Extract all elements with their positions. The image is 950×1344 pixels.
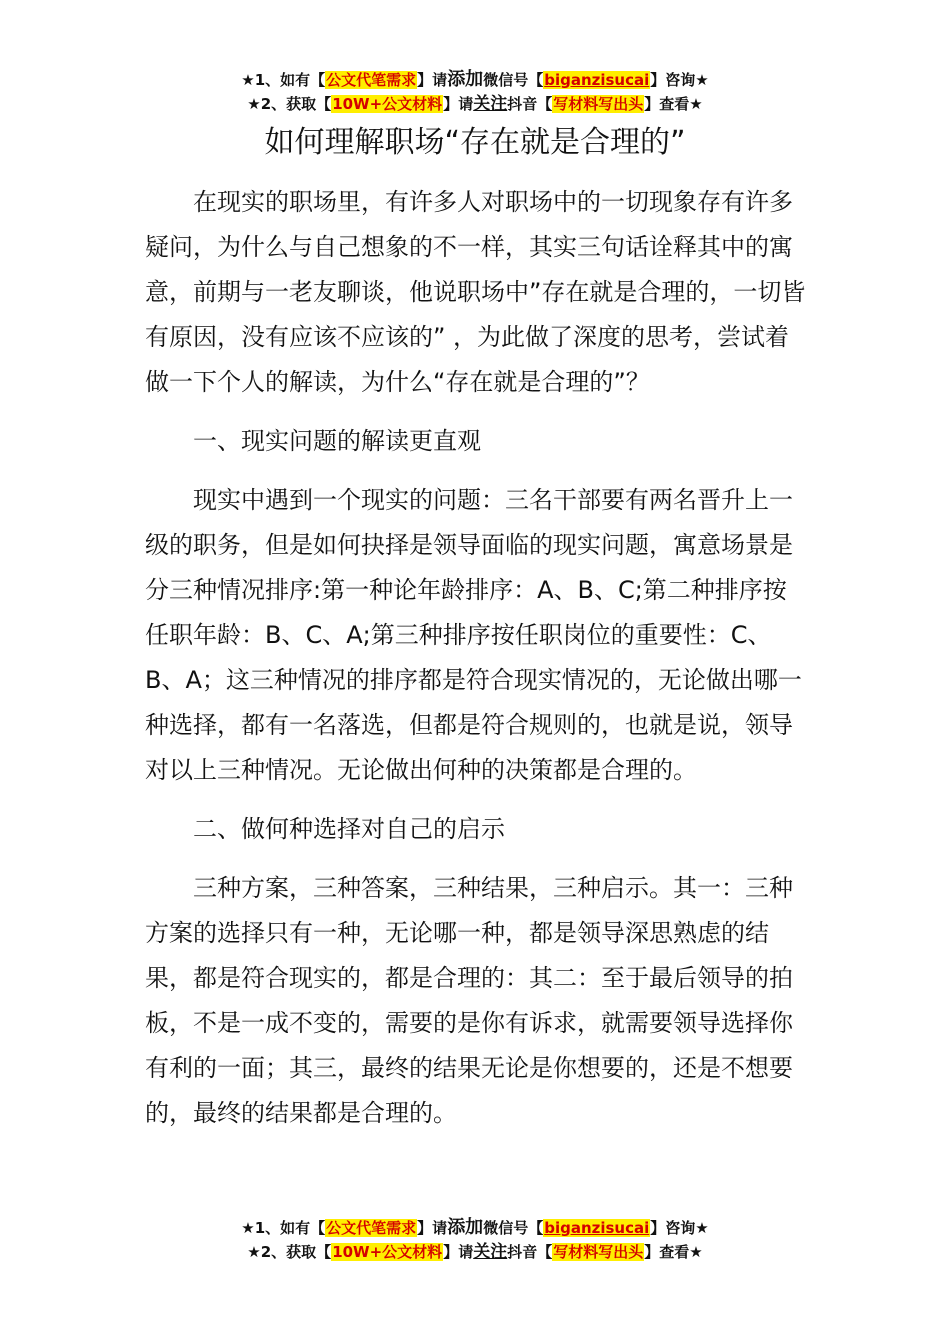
- highlight-service: 公文代笔需求: [326, 71, 417, 89]
- star-icon: ★: [689, 95, 703, 113]
- star-icon: ★: [241, 1219, 255, 1237]
- star-icon: ★: [689, 1243, 703, 1261]
- paragraph-intro: 在现实的职场里，有许多人对职场中的一切现象存有许多疑问，为什么与自己想象的不一样，其实三句话诠释其中的寓意，前期与一老友聊谈，他说职场中”存在就是合理的，一切皆有原因，没有应该不应该的” ，为此做了深度的思考，尝试着做一下个人的解读，为什么“存在就是合理的”？: [145, 188, 806, 396]
- banner-text: 】咨询: [650, 1219, 696, 1237]
- banner-line-2: [0, 92, 950, 116]
- banner-text: 】查看: [644, 1243, 690, 1261]
- banner-text: 】请: [443, 95, 474, 113]
- banner-text: 抖音【: [507, 95, 553, 113]
- banner-line-2: [0, 1240, 950, 1264]
- banner-line-1: [0, 68, 950, 92]
- banner-text: 抖音【: [507, 1243, 553, 1261]
- banner-text: 】请: [417, 71, 448, 89]
- banner-text: 微信号【: [483, 71, 544, 89]
- wechat-id-link[interactable]: biganzisucai: [544, 71, 650, 89]
- banner-text: 微信号【: [483, 1219, 544, 1237]
- document-body: [145, 180, 810, 1150]
- bottom-banner: [0, 1216, 950, 1264]
- star-icon: ★: [247, 1243, 261, 1261]
- star-icon: ★: [241, 71, 255, 89]
- section-heading-1: 一、现实问题的解读更直观: [193, 427, 481, 455]
- banner-text: 】请: [443, 1243, 474, 1261]
- banner-emphasis: 关注: [473, 1242, 508, 1262]
- highlight-materials: 10W+公文材料: [332, 95, 443, 113]
- banner-text: 1、如有【: [254, 71, 326, 89]
- banner-text: 】查看: [644, 95, 690, 113]
- top-banner: [0, 68, 950, 116]
- banner-emphasis: 添加: [447, 1217, 484, 1238]
- paragraph-section-2: 三种方案，三种答案，三种结果，三种启示。其一：三种方案的选择只有一种，无论哪一种，都是领导深思熟虑的结果，都是符合现实的，都是合理的：其二：至于最后领导的拍板，不是一成不变的，需要的是你有诉求，就需要领导选择你有利的一面；其三，最终的结果无论是你想要的，还是不想要的，最终的结果都是合理的。: [145, 874, 793, 1127]
- banner-text: 1、如有【: [254, 1219, 326, 1237]
- banner-line-1: [0, 1216, 950, 1240]
- star-icon: ★: [695, 1219, 709, 1237]
- banner-emphasis: 添加: [447, 69, 484, 90]
- highlight-douyin: 写材料写出头: [553, 1243, 644, 1261]
- star-icon: ★: [247, 95, 261, 113]
- document-title: 如何理解职场“存在就是合理的”: [264, 125, 686, 160]
- wechat-id-link[interactable]: biganzisucai: [544, 1219, 650, 1237]
- banner-text: 2、获取【: [260, 95, 332, 113]
- section-heading-2: 二、做何种选择对自己的启示: [193, 815, 505, 843]
- banner-emphasis: 关注: [473, 94, 508, 114]
- paragraph-section-1: 现实中遇到一个现实的问题：三名干部要有两名晋升上一级的职务，但是如何抉择是领导面临的现实问题，寓意场景是分三种情况排序:第一种论年龄排序：A、B、C;第二种排序按任职年龄：B、C、A;第三种排序按任职岗位的重要性：C、B、A；这三种情况的排序都是符合现实情况的，无论做出哪一种选择，都有一名落选，但都是符合规则的，也就是说，领导对以上三种情况。无论做出何种的决策都是合理的。: [145, 486, 802, 784]
- banner-text: 】咨询: [650, 71, 696, 89]
- banner-text: 】请: [417, 1219, 448, 1237]
- highlight-douyin: 写材料写出头: [553, 95, 644, 113]
- star-icon: ★: [695, 71, 709, 89]
- highlight-service: 公文代笔需求: [326, 1219, 417, 1237]
- highlight-materials: 10W+公文材料: [332, 1243, 443, 1261]
- banner-text: 2、获取【: [260, 1243, 332, 1261]
